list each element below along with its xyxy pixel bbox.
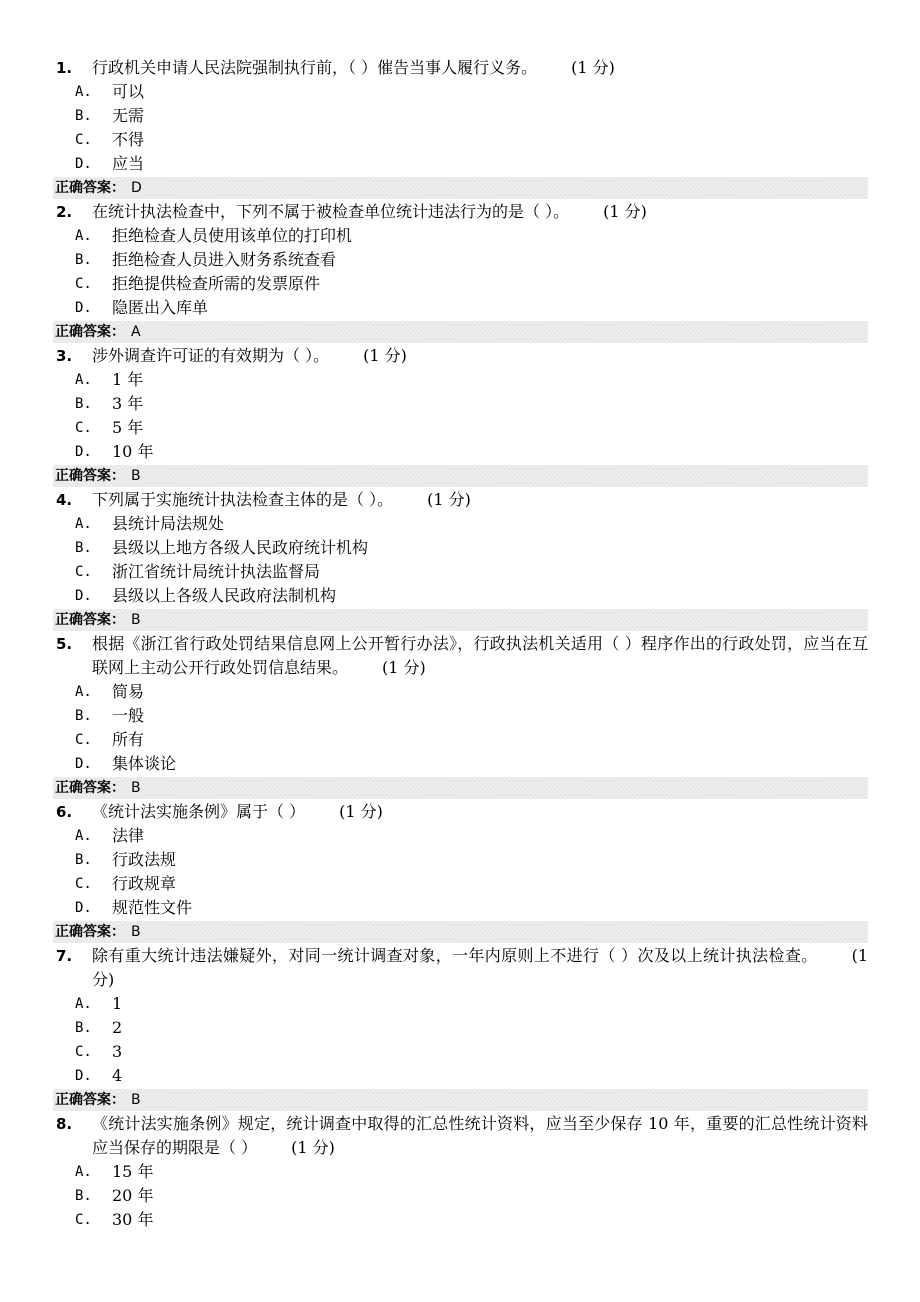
option-letter: A. [75, 996, 92, 1012]
option-letter: A. [75, 516, 92, 532]
question-block [53, 800, 868, 943]
option-item [53, 512, 868, 536]
answer-label: 正确答案： [55, 468, 125, 484]
option-letter: D. [75, 300, 92, 316]
option-text: 拒绝提供检查所需的发票原件 [112, 274, 321, 293]
option-item [53, 416, 868, 440]
option-letter: D. [75, 588, 92, 604]
option-list [53, 680, 868, 776]
option-item [53, 584, 868, 608]
option-item [53, 152, 868, 176]
option-item [53, 224, 868, 248]
answer-label: 正确答案： [55, 612, 125, 628]
option-item [53, 872, 868, 896]
answer-label: 正确答案： [55, 324, 125, 340]
option-letter: C. [75, 876, 92, 892]
question-stem [53, 200, 868, 224]
option-item [53, 560, 868, 584]
option-text: 县级以上地方各级人民政府统计机构 [112, 538, 369, 557]
question-text [92, 56, 868, 80]
question-stem [53, 632, 868, 680]
option-text: 3 [112, 1042, 123, 1061]
question-score: (1 分) [291, 1138, 335, 1157]
option-text: 3 年 [112, 394, 144, 413]
option-letter: B. [75, 1020, 92, 1036]
option-item [53, 1184, 868, 1208]
question-score: (1 分) [363, 346, 407, 365]
option-letter: C. [75, 732, 92, 748]
option-item [53, 536, 868, 560]
question-stem [53, 56, 868, 80]
option-letter: B. [75, 252, 92, 268]
option-text: 行政规章 [112, 874, 177, 893]
question-stem [53, 1112, 868, 1160]
option-letter: D. [75, 156, 92, 172]
answer-bar [53, 921, 868, 943]
option-text: 拒绝检查人员使用该单位的打印机 [112, 226, 353, 245]
option-letter: A. [75, 828, 92, 844]
option-list [53, 1160, 868, 1232]
question-text [92, 800, 868, 824]
question-stem [53, 800, 868, 824]
option-letter: C. [75, 420, 92, 436]
answer-bar [53, 1089, 868, 1111]
question-score: (1 分) [92, 946, 868, 989]
question-number: 7. [56, 947, 73, 965]
option-text: 5 年 [112, 418, 144, 437]
option-list [53, 512, 868, 608]
question-text [92, 1112, 868, 1160]
option-list [53, 80, 868, 176]
option-text: 集体谈论 [112, 754, 177, 773]
question-number: 1. [56, 59, 73, 77]
question-number: 8. [56, 1115, 73, 1133]
question-number: 5. [56, 635, 73, 653]
option-text: 1 年 [112, 370, 144, 389]
answer-value: B [131, 780, 141, 796]
option-item [53, 728, 868, 752]
question-text-body: 根据《浙江省行政处罚结果信息网上公开暂行办法》，行政执法机关适用（ ）程序作出的行政处罚，应当在互联网上主动公开行政处罚信息结果。 [92, 634, 868, 677]
question-text [92, 344, 868, 368]
question-text-body: 在统计执法检查中，下列不属于被检查单位统计违法行为的是（ ）。 [92, 202, 570, 221]
question-block [53, 56, 868, 199]
option-item [53, 392, 868, 416]
option-letter: A. [75, 84, 92, 100]
option-letter: B. [75, 708, 92, 724]
option-item [53, 1208, 868, 1232]
option-letter: B. [75, 396, 92, 412]
option-item [53, 104, 868, 128]
option-text: 可以 [112, 82, 145, 101]
answer-value: A [131, 324, 141, 340]
question-number: 4. [56, 491, 73, 509]
option-text: 拒绝检查人员进入财务系统查看 [112, 250, 337, 269]
quiz-document [53, 56, 868, 1232]
question-text-body: 《统计法实施条例》规定，统计调查中取得的汇总性统计资料，应当至少保存 10 年，重要的汇总性统计资料应当保存的期限是（ ） [92, 1114, 868, 1157]
answer-label: 正确答案： [55, 180, 125, 196]
option-text: 隐匿出入库单 [112, 298, 209, 317]
option-item [53, 752, 868, 776]
option-letter: B. [75, 852, 92, 868]
answer-bar [53, 177, 868, 199]
option-letter: D. [75, 444, 92, 460]
option-item [53, 1064, 868, 1088]
question-block [53, 944, 868, 1111]
option-text: 4 [112, 1066, 123, 1085]
question-block [53, 488, 868, 631]
question-text-body: 下列属于实施统计执法检查主体的是（ ）。 [92, 490, 394, 509]
answer-label: 正确答案： [55, 780, 125, 796]
option-item [53, 272, 868, 296]
question-block [53, 344, 868, 487]
option-text: 县统计局法规处 [112, 514, 225, 533]
option-text: 县级以上各级人民政府法制机构 [112, 586, 337, 605]
answer-value: B [131, 1092, 141, 1108]
answer-label: 正确答案： [55, 924, 125, 940]
question-text-body: 涉外调查许可证的有效期为（ ）。 [92, 346, 330, 365]
question-text-body: 《统计法实施条例》属于（ ） [92, 802, 306, 821]
option-letter: A. [75, 684, 92, 700]
question-score: (1 分) [382, 658, 426, 677]
option-text: 15 年 [112, 1162, 154, 1181]
question-number: 2. [56, 203, 73, 221]
answer-bar [53, 465, 868, 487]
answer-bar [53, 321, 868, 343]
question-score: (1 分) [339, 802, 383, 821]
option-letter: B. [75, 1188, 92, 1204]
question-text [92, 200, 868, 224]
option-item [53, 992, 868, 1016]
option-list [53, 992, 868, 1088]
question-stem [53, 944, 868, 992]
answer-bar [53, 609, 868, 631]
option-item [53, 296, 868, 320]
option-letter: C. [75, 276, 92, 292]
option-item [53, 128, 868, 152]
option-text: 无需 [112, 106, 145, 125]
option-letter: B. [75, 540, 92, 556]
option-item [53, 704, 868, 728]
option-letter: C. [75, 1212, 92, 1228]
option-text: 法律 [112, 826, 145, 845]
question-text [92, 632, 868, 680]
option-item [53, 368, 868, 392]
question-number: 6. [56, 803, 73, 821]
option-text: 浙江省统计局统计执法监督局 [112, 562, 321, 581]
question-score: (1 分) [571, 58, 615, 77]
answer-value: B [131, 924, 141, 940]
question-score: (1 分) [427, 490, 471, 509]
option-item [53, 1016, 868, 1040]
option-letter: A. [75, 228, 92, 244]
option-text: 不得 [112, 130, 145, 149]
option-item [53, 824, 868, 848]
option-text: 一般 [112, 706, 145, 725]
question-stem [53, 344, 868, 368]
question-score: (1 分) [603, 202, 647, 221]
option-item [53, 248, 868, 272]
question-block [53, 1112, 868, 1232]
answer-value: D [131, 180, 142, 196]
option-text: 简易 [112, 682, 145, 701]
option-text: 1 [112, 994, 123, 1013]
question-number: 3. [56, 347, 73, 365]
answer-label: 正确答案： [55, 1092, 125, 1108]
option-letter: D. [75, 900, 92, 916]
question-block [53, 200, 868, 343]
option-text: 10 年 [112, 442, 154, 461]
option-item [53, 80, 868, 104]
option-text: 20 年 [112, 1186, 154, 1205]
option-list [53, 824, 868, 920]
answer-value: B [131, 612, 141, 628]
option-text: 2 [112, 1018, 123, 1037]
answer-value: B [131, 468, 141, 484]
option-text: 所有 [112, 730, 145, 749]
option-item [53, 680, 868, 704]
option-text: 行政法规 [112, 850, 177, 869]
option-letter: A. [75, 1164, 92, 1180]
option-letter: A. [75, 372, 92, 388]
question-block [53, 632, 868, 799]
option-letter: C. [75, 1044, 92, 1060]
option-text: 规范性文件 [112, 898, 193, 917]
option-list [53, 368, 868, 464]
option-item [53, 848, 868, 872]
option-list [53, 224, 868, 320]
question-text [92, 488, 868, 512]
question-text-body: 除有重大统计违法嫌疑外，对同一统计调查对象，一年内原则上不进行（ ）次及以上统计执法检查。 [92, 946, 818, 965]
option-item [53, 1040, 868, 1064]
answer-bar [53, 777, 868, 799]
option-letter: C. [75, 564, 92, 580]
option-item [53, 1160, 868, 1184]
option-letter: B. [75, 108, 92, 124]
option-text: 30 年 [112, 1210, 154, 1229]
option-letter: D. [75, 756, 92, 772]
question-text-body: 行政机关申请人民法院强制执行前，（ ）催告当事人履行义务。 [92, 58, 538, 77]
question-stem [53, 488, 868, 512]
option-text: 应当 [112, 154, 145, 173]
option-letter: C. [75, 132, 92, 148]
option-item [53, 896, 868, 920]
question-text [92, 944, 868, 992]
option-item [53, 440, 868, 464]
option-letter: D. [75, 1068, 92, 1084]
